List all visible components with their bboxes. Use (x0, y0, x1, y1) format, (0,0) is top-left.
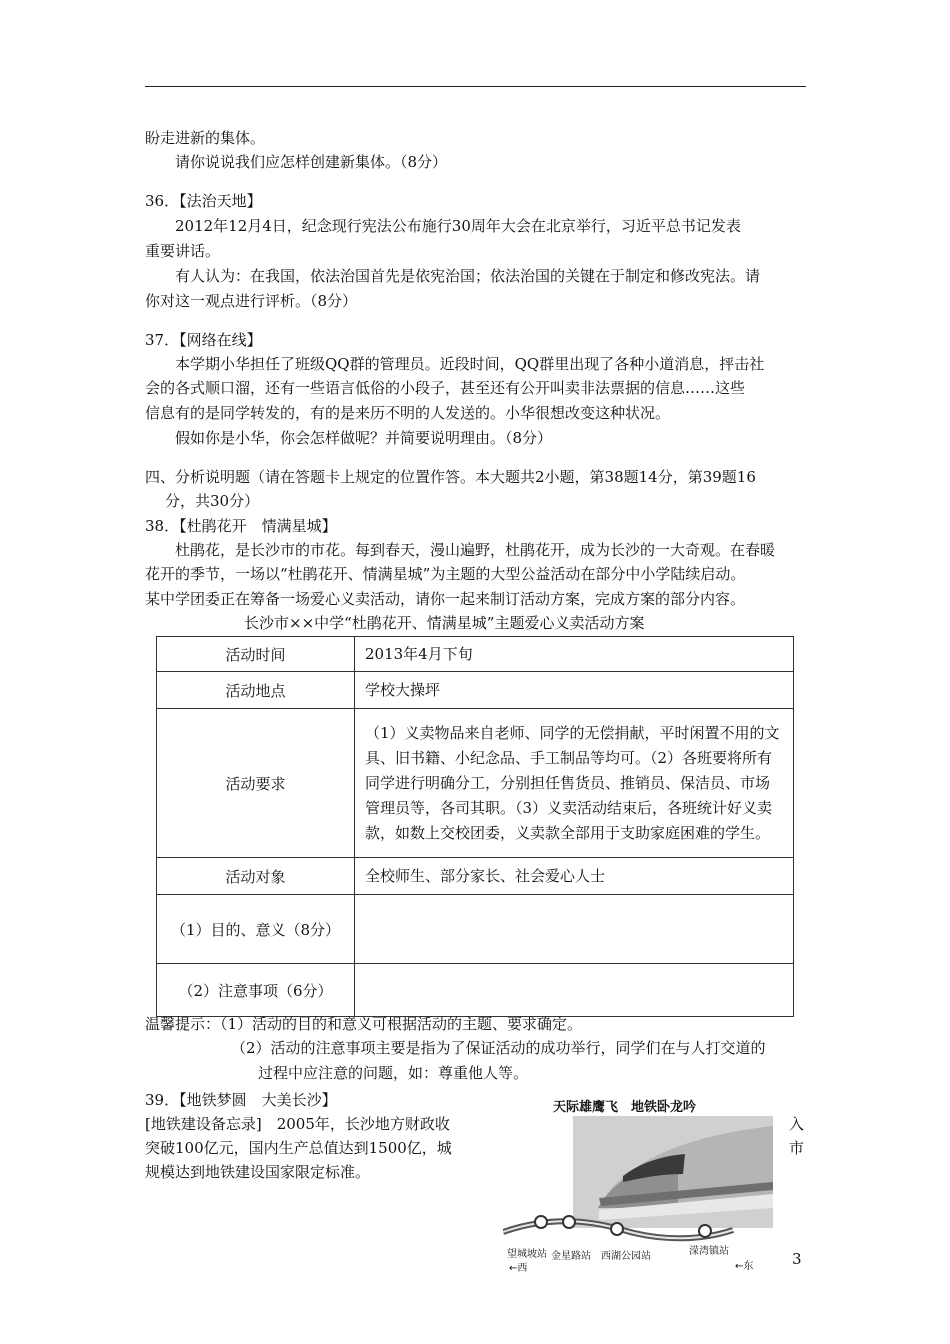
text-line: 假如你是小华，你会怎样做呢？并简要说明理由。（8分） (175, 429, 553, 447)
text-line: 分，共30分） (165, 492, 260, 510)
text-line: 2012年12月4日，纪念现行宪法公布施行30周年大会在北京举行，习近平总书记发表 (175, 217, 741, 235)
text-line: 杜鹃花，是长沙市的市花。每到春天，漫山遍野，杜鹃花开，成为长沙的一大奇观。在春暖 (175, 541, 776, 559)
text-line: 某中学团委正在筹备一场爱心义卖活动，请你一起来制订活动方案，完成方案的部分内容。 (145, 590, 746, 608)
table-key-cell: 活动时间 (157, 637, 355, 672)
activity-plan-table (156, 636, 794, 1017)
text-line: 你对这一观点进行评析。（8分） (145, 292, 358, 310)
station-label: 金星路站 (551, 1251, 591, 1262)
tip-line: 温馨提示：（1）活动的目的和意义可根据活动的主题、要求确定。 (145, 1015, 583, 1033)
page-number: 3 (792, 1250, 802, 1268)
table-key-cell: 活动地点 (157, 672, 355, 709)
text-line: 有人认为：在我国，依法治国首先是依宪治国；依法治国的关键在于制定和修改宪法。请 (175, 267, 761, 285)
answer-cell-notes[interactable] (355, 964, 794, 1017)
text-line: 请你说说我们应怎样创建新集体。（8分） (175, 153, 448, 171)
text-line: 突破100亿元，国内生产总值达到1500亿，城 (145, 1139, 452, 1157)
table-value-cell: 学校大操坪 (355, 672, 794, 709)
text-line: 信息有的是同学转发的，有的是来历不明的人发送的。小华很想改变这种状况。 (145, 404, 671, 422)
question-37-heading: 37．【网络在线】 (145, 331, 262, 349)
question-39-heading: 39．【地铁梦圆 大美长沙】 (145, 1091, 337, 1109)
question-38-heading: 38．【杜鹃花开 情满星城】 (145, 517, 337, 535)
question-36-heading: 36．【法治天地】 (145, 192, 262, 210)
tip-line: 过程中应注意的问题，如：尊重他人等。 (258, 1064, 529, 1082)
table-key-cell: （1）目的、意义（8分） (157, 895, 355, 964)
direction-west-label: ←西 (509, 1263, 528, 1274)
metro-illustration (503, 1090, 773, 1274)
direction-east-label: ←东 (735, 1261, 754, 1272)
text-line: 会的各式顺口溜，还有一些语言低俗的小段子，甚至还有公开叫卖非法票据的信息……这些 (145, 379, 746, 397)
table-row (157, 709, 794, 858)
table-row (157, 895, 794, 964)
text-line: 重要讲话。 (145, 242, 221, 260)
text-line: 市 (789, 1139, 805, 1157)
table-title: 长沙市××中学“杜鹃花开、情满星城”主题爱心义卖活动方案 (244, 614, 645, 632)
table-value-cell: 2013年4月下旬 (355, 637, 794, 672)
high-speed-train-icon (503, 1090, 773, 1270)
table-key-cell: （2）注意事项（6分） (157, 964, 355, 1017)
station-label: 溁湾镇站 (689, 1246, 729, 1257)
text-line: 本学期小华担任了班级QQ群的管理员。近段时间，QQ群里出现了各种小道消息，抨击社 (175, 355, 765, 373)
text-line: [地铁建设备忘录] 2005年，长沙地方财政收 (145, 1115, 450, 1133)
tip-line: （2）活动的注意事项主要是指为了保证活动的成功举行，同学们在与人打交道的 (231, 1039, 766, 1057)
station-label: 望城坡站 (507, 1249, 547, 1260)
table-row (157, 964, 794, 1017)
text-line: 入 (789, 1115, 805, 1133)
table-key-cell: 活动对象 (157, 858, 355, 895)
table-row (157, 858, 794, 895)
table-key-cell: 活动要求 (157, 709, 355, 858)
answer-cell-purpose[interactable] (355, 895, 794, 964)
table-value-cell: （1）义卖物品来自老师、同学的无偿捐献，平时闲置不用的文具、旧书籍、小纪念品、手工制品等均可。（2）各班要将所有同学进行明确分工，分别担任售货员、推销员、保洁员、市场管理员等，各司其职。（3）义卖活动结束后，各班统计好义卖款，如数上交校团委，义卖款全部用于支助家庭困难的学生。 (355, 709, 794, 858)
table-row (157, 637, 794, 672)
header-rule (145, 86, 806, 87)
table-row (157, 672, 794, 709)
table-value-cell: 全校师生、部分家长、社会爱心人士 (355, 858, 794, 895)
text-line: 盼走进新的集体。 (145, 129, 266, 147)
metro-caption: 天际雄鹰飞 地铁卧龙吟 (553, 1100, 697, 1115)
text-line: 花开的季节，一场以“杜鹃花开、情满星城”为主题的大型公益活动在部分中小学陆续启动。 (145, 565, 746, 583)
text-line: 规模达到地铁建设国家限定标准。 (145, 1163, 371, 1181)
section-four-heading: 四、分析说明题（请在答题卡上规定的位置作答。本大题共2小题，第38题14分，第39题16 (145, 468, 756, 486)
station-label: 西湖公园站 (601, 1251, 651, 1262)
